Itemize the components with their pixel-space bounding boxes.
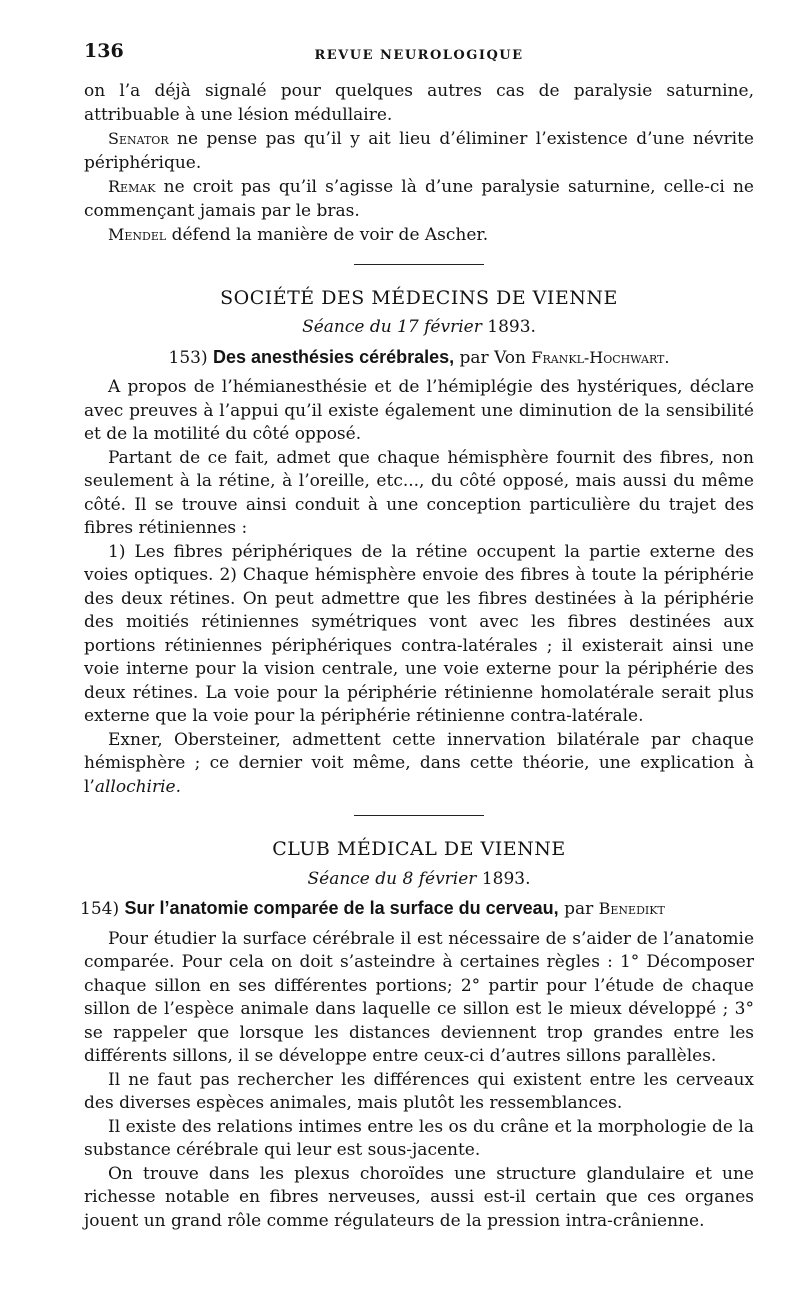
- section-title-1: SOCIÉTÉ DES MÉDECINS DE VIENNE: [220, 286, 618, 309]
- session-date-text: Séance du 8 février: [307, 868, 477, 889]
- section2-paragraph-4: On trouve dans les plexus choroïdes une structure glandulaire et une richesse notable en fibres nerveuses, aussi est-il certain que ces organes jouent un grand rôle comme régulateurs de la pression intra-crânienne.: [84, 1163, 754, 1231]
- session-date-1: [84, 316, 754, 340]
- running-title: REVUE NEUROLOGIQUE: [314, 48, 524, 63]
- author-name: Remak: [108, 177, 156, 196]
- page: [80, 40, 754, 1233]
- section-title-2: CLUB MÉDICAL DE VIENNE: [272, 838, 566, 860]
- session-date-2: [84, 868, 754, 892]
- intro-paragraph-2: [84, 127, 754, 175]
- article-number: 154): [80, 899, 125, 919]
- intro-paragraph-3: [84, 175, 754, 223]
- article-heading-153: [84, 346, 754, 371]
- section1-paragraph-4: [84, 729, 754, 800]
- author-name: Senator: [108, 129, 169, 148]
- article-author: Frankl-Hochwart.: [531, 347, 670, 367]
- paragraph-text: Exner, Obersteiner, admettent cette innervation bilatérale par chaque hémisphère ; ce dernier voit même, dans cette théorie, une explication à l’: [84, 729, 754, 797]
- section1-paragraph-2: Partant de ce fait, admet que chaque hémisphère fournit des fibres, non seulement à la rétine, à l’oreille, etc..., du côté opposé, mais aussi du même côté. Il se trouve ainsi conduit à une conception particulière du trajet des fibres rétiniennes :: [84, 447, 754, 538]
- section2-paragraph-1: Pour étudier la surface cérébrale il est nécessaire de s’aider de l’anatomie comparée. Pour cela on doit s’asteindre à certaines règles : 1° Décomposer chaque sillon en ses différentes portions; 2° partir pour l’étude de chaque sillon de l’espèce animale dans laquelle ce sillon est le mieux développé ; 3° se rappeler que lorsque les distances deviennent trop grandes entre les différents sillons, il se développe entre ceux-ci d’autres sillons parallèles.: [84, 928, 754, 1066]
- section1-paragraph-3: 1) Les fibres périphériques de la rétine occupent la partie externe des voies optiques. 2) Chaque hémisphère envoie des fibres à toute la périphérie des deux rétines. On peut admettre que les fibres destinées à la périphérie des moitiés rétiniennes symétriques vont avec les fibres destinées aux portions rétiniennes périphériques contra-latérales ; il existerait ainsi une voie interne pour la vision centrale, une voie externe pour la périphérie des deux rétines. La voie pour la périphérie rétinienne homolatérale serait plus externe que la voie pour la périphérie rétinienne contra-latérale.: [84, 541, 754, 726]
- section2-paragraph-3: Il existe des relations intimes entre les os du crâne et la morphologie de la substance cérébrale qui leur est sous-jacente.: [84, 1116, 754, 1160]
- paragraph-text: ne croit pas qu’il s’agisse là d’une paralysie saturnine, celle-ci ne commençant jamais par le bras.: [84, 177, 754, 221]
- article-title: Sur l’anatomie comparée de la surface du cerveau,: [124, 898, 559, 918]
- article-number: 153): [168, 347, 213, 368]
- session-date-text: Séance du 17 février: [302, 317, 482, 337]
- section-divider: [354, 815, 484, 816]
- intro-paragraph-4: [84, 223, 754, 248]
- article-title: Des anesthésies cérébrales,: [212, 346, 455, 367]
- article-heading-154: [80, 897, 754, 922]
- session-year: 1893.: [481, 317, 536, 337]
- article-author: Benedikt: [598, 899, 665, 918]
- article-by: par: [558, 899, 599, 919]
- author-name: Mendel: [108, 225, 167, 244]
- session-year: 1893.: [476, 868, 531, 889]
- section-divider: [354, 264, 484, 265]
- section1-paragraph-1: A propos de l’hémianesthésie et de l’hémiplégie des hystériques, déclare avec preuves à l’appui qu’il existe également une diminution de la sensibilité et de la motilité du côté opposé.: [84, 377, 754, 444]
- italic-term: allochirie.: [94, 776, 182, 797]
- intro-paragraph-1: on l’a déjà signalé pour quelques autres cas de paralysie saturnine, attribuable à une lésion médullaire.: [84, 81, 754, 125]
- article-by: par Von: [454, 347, 532, 368]
- page-number: 136: [84, 40, 124, 62]
- paragraph-text: défend la manière de voir de Ascher.: [166, 225, 489, 245]
- page-header: [84, 40, 754, 66]
- section2-paragraph-2: Il ne faut pas rechercher les différences qui existent entre les cerveaux des diverses espèces animales, mais plutôt les ressemblances.: [84, 1069, 754, 1113]
- paragraph-text: ne pense pas qu’il y ait lieu d’éliminer l’existence d’une névrite périphérique.: [84, 129, 754, 173]
